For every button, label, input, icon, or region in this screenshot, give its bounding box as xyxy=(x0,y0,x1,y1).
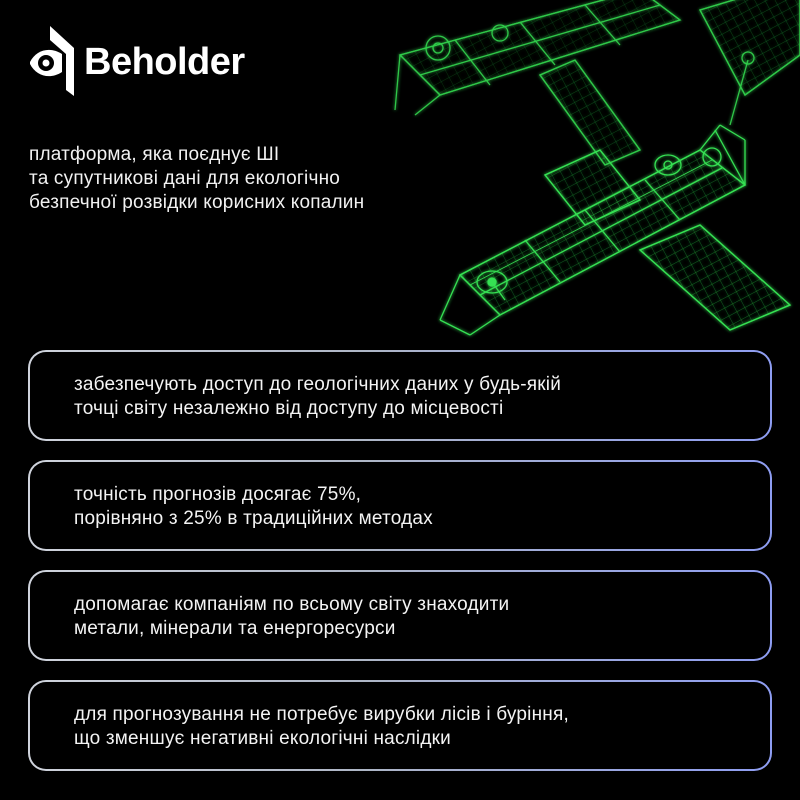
feature-line: порівняно з 25% в традиційних методах xyxy=(74,508,433,529)
feature-line: метали, мінерали та енергоресурси xyxy=(74,618,396,639)
feature-card-ecology xyxy=(28,680,772,771)
feature-line: для прогнозування не потребує вирубки лісів і буріння, xyxy=(74,704,569,725)
feature-line: точність прогнозів досягає 75%, xyxy=(74,484,362,505)
feature-text xyxy=(74,483,433,531)
feature-card-accuracy xyxy=(28,460,772,551)
feature-line: допомагає компаніям по всьому світу знаходити xyxy=(74,594,510,615)
feature-line: забезпечують доступ до геологічних даних у будь-якій xyxy=(74,374,562,395)
tagline-line: та супутникові дані для екологічно xyxy=(29,168,341,189)
feature-card-global-access xyxy=(28,350,772,441)
feature-card-resources xyxy=(28,570,772,661)
feature-text xyxy=(74,593,509,641)
tagline-line: безпечної розвідки корисних копалин xyxy=(29,192,365,213)
beholder-eye-logo-icon xyxy=(26,24,78,100)
feature-text xyxy=(74,373,561,421)
brand-logo xyxy=(26,22,245,102)
feature-line: що зменшує негативні екологічні наслідки xyxy=(74,728,451,749)
feature-text xyxy=(74,703,569,751)
tagline-line: платформа, яка поєднує ШІ xyxy=(29,144,280,165)
brand-name: Beholder xyxy=(84,40,245,83)
tagline xyxy=(29,143,364,215)
feature-line: точці світу незалежно від доступу до місцевості xyxy=(74,398,504,419)
